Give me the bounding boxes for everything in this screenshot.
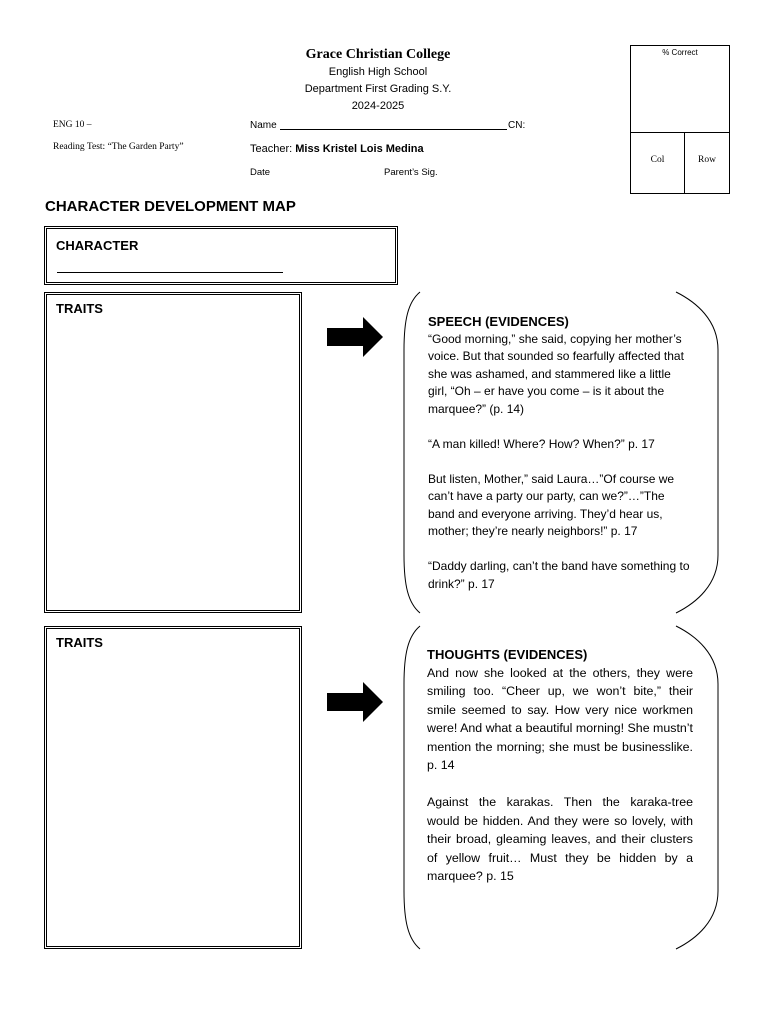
date-label: Date [250,167,271,178]
speech-paragraph: “Good morning,” she said, copying her mother’s voice. But that sounded so fearfully affected that she was ashamed, and stammered like a little girl, “Oh – er have you come – is it about the marquee?” (p. 14) [428,331,684,416]
name-label: Name [250,120,277,131]
percent-correct-cell [631,46,729,133]
department-line: Department First Grading S.Y. [304,83,452,95]
name-field[interactable] [280,129,507,130]
teacher-label: Teacher: [250,143,293,155]
traits-label: TRAITS [56,635,103,650]
thoughts-paragraph: And now she looked at the others, they were smiling too. “Cheer up, we won’t bite,” their smile seemed to say. How very nice workmen were! And what a beautiful morning! She mustn’t mention the morning; she must be businesslike. p. 14 [427,665,693,772]
speech-title: SPEECH (EVIDENCES) [428,314,569,329]
cn-label: CN: [508,120,526,131]
right-arrow-icon [327,682,383,722]
traits-box-speech[interactable] [44,292,302,613]
school-subtitle: English High School [328,66,428,78]
speech-evidence-text [428,313,693,593]
thoughts-evidence-text [427,646,693,886]
row-cell [685,133,729,193]
character-box [44,226,398,285]
traits-box-thoughts[interactable] [44,626,302,949]
row-label: Row [698,155,716,165]
character-label: CHARACTER [56,238,139,253]
course-code: ENG 10 – [53,120,92,130]
speech-paragraph: But listen, Mother,” said Laura…”Of course we can’t have a party our party, can we?”…”The band and everyone arriving. They’d hear us, mother; they’re nearly neighbors!” p. 17 [428,471,675,538]
thoughts-title: THOUGHTS (EVIDENCES) [427,647,588,662]
test-title: Reading Test: “The Garden Party” [53,142,184,152]
parent-sig-label: Parent’s Sig. [384,167,438,178]
character-name-line[interactable] [57,272,283,273]
col-cell [631,133,685,193]
score-box [630,45,730,194]
traits-label: TRAITS [56,301,103,316]
percent-correct-label: % Correct [662,48,698,57]
speech-paragraph: “A man killed! Where? How? When?” p. 17 [428,436,655,451]
map-title: CHARACTER DEVELOPMENT MAP [45,198,296,215]
school-year: 2024-2025 [351,100,405,112]
thoughts-paragraph: Against the karakas. Then the karaka-tree would be hidden. And they were so lovely, with their broad, gleaming leaves, and their clusters of yellow fruit… Must they be hidden by a marquee? p. 15 [427,795,693,883]
col-label: Col [650,155,665,165]
teacher-row [250,143,424,155]
speech-paragraph: “Daddy darling, can’t the band have something to drink?” p. 17 [428,559,690,591]
right-arrow-icon [327,317,383,357]
teacher-name: Miss Kristel Lois Medina [295,143,424,155]
school-name: Grace Christian College [305,47,451,62]
